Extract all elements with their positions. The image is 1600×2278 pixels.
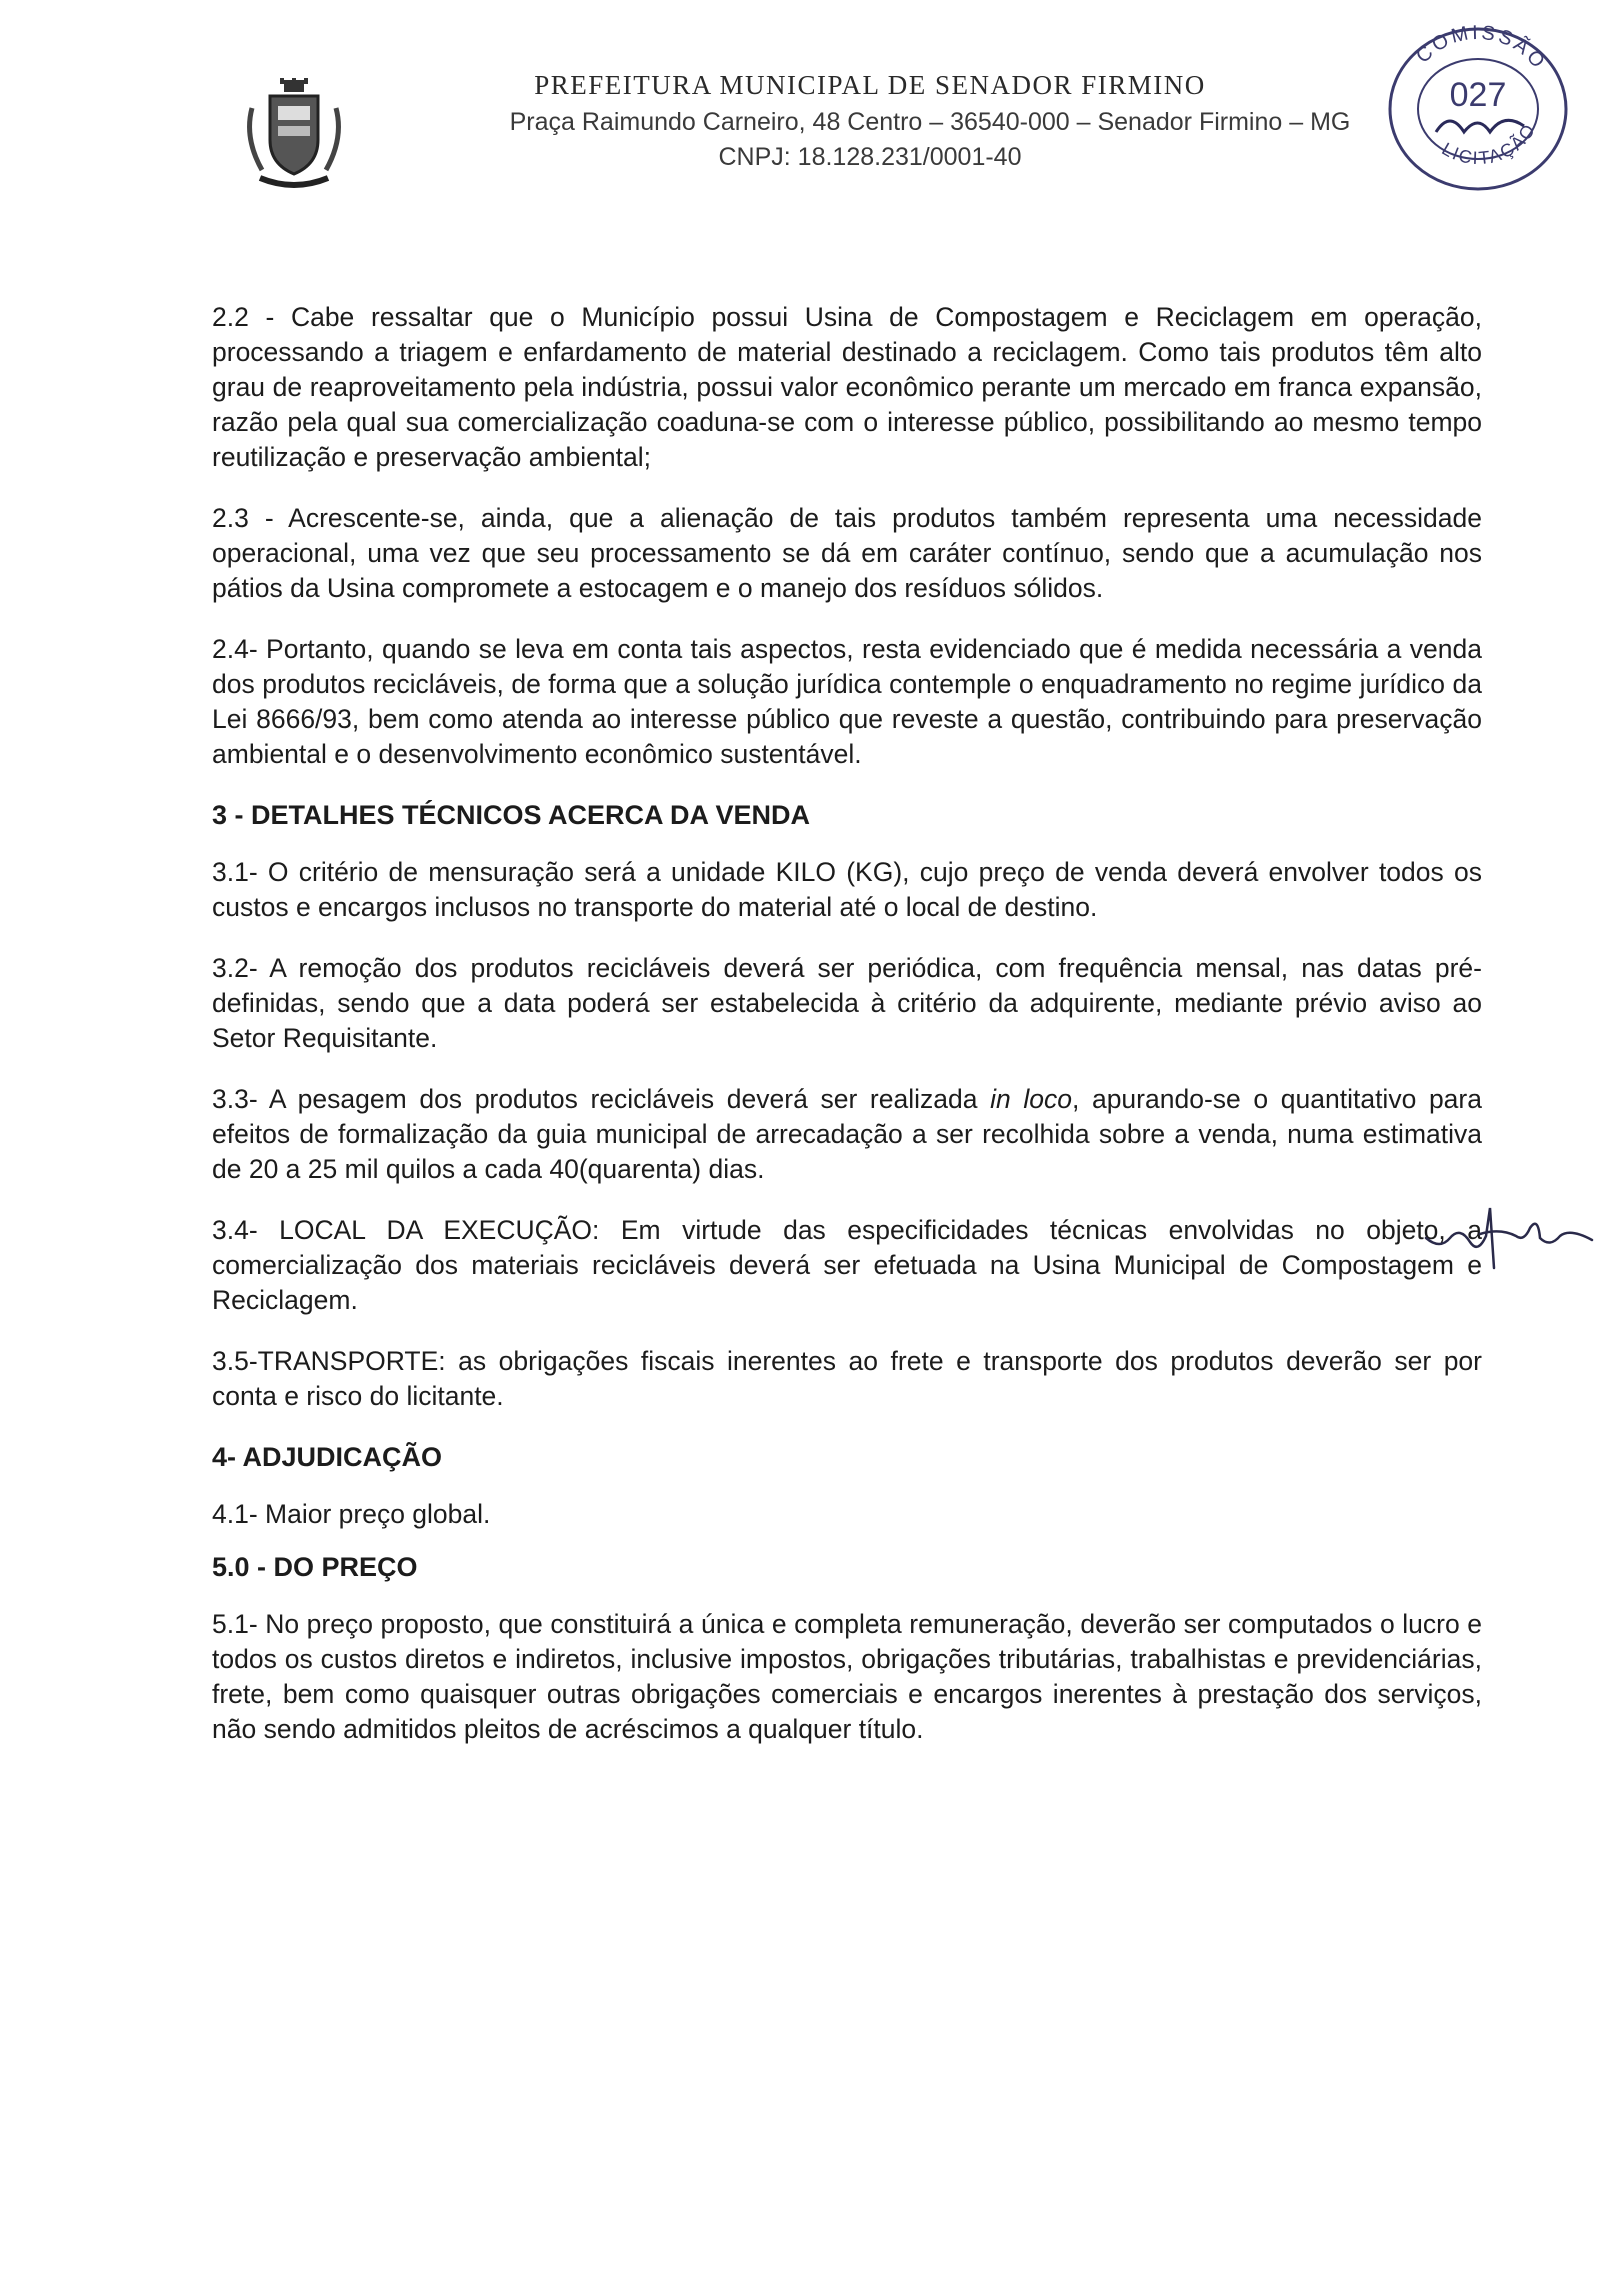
paragraph-2-2: 2.2 - Cabe ressaltar que o Município possui Usina de Compostagem e Reciclagem em operação, processando a triagem e enfardamento de material destinado a reciclagem. Como tais produtos têm alto grau de reaproveitamento pela indústria, possui valor econômico perante um mercado em franca expansão, razão pela qual sua comercialização coaduna-se com o interesse público, possibilitando ao mesmo tempo reutilização e preservação ambiental; xyxy=(212,302,1482,472)
commission-stamp xyxy=(1378,14,1578,194)
paragraph-2-3: 2.3 - Acrescente-se, ainda, que a alienação de tais produtos também representa uma necessidade operacional, uma vez que seu processamento se dá em caráter contínuo, sendo que a acumulação nos pátios da Usina compromete a estocagem e o manejo dos resíduos sólidos. xyxy=(212,503,1482,603)
paragraph-3-3-italic: in loco xyxy=(990,1084,1072,1114)
paragraph-3-4: 3.4- LOCAL DA EXECUÇÃO: Em virtude das especificidades técnicas envolvidas no objeto, a comercialização dos materiais recicláveis deverá ser efetuada na Usina Municipal de Compostagem e Reciclagem. xyxy=(212,1215,1482,1315)
org-cnpj: CNPJ: 18.128.231/0001-40 xyxy=(718,143,1022,171)
paragraph-3-3-start: 3.3- A pesagem dos produtos recicláveis deverá ser realizada xyxy=(212,1084,991,1114)
section-4-heading: 4- ADJUDICAÇÃO xyxy=(212,1442,443,1472)
initials-signature xyxy=(1420,1198,1600,1278)
stamp-bottom-text: LICITAÇÃO xyxy=(1438,119,1540,169)
letterhead xyxy=(0,0,1600,230)
org-name: PREFEITURA MUNICIPAL DE SENADOR FIRMINO xyxy=(534,70,1206,100)
paragraph-2-4: 2.4- Portanto, quando se leva em conta tais aspectos, resta evidenciado que é medida necessária a venda dos produtos recicláveis, de forma que a solução jurídica contemple o enquadramento no regime jurídico da Lei 8666/93, bem como atenda ao interesse público que reveste a questão, contribuindo para preservação ambiental e o desenvolvimento econômico sustentável. xyxy=(212,634,1482,769)
paragraph-5-1: 5.1- No preço proposto, que constituirá a única e completa remuneração, deverão ser computados o lucro e todos os custos diretos e indiretos, inclusive impostos, obrigações tributárias, trabalhistas e previdenciárias, frete, bem como quaisquer outras obrigações comerciais e encargos inerentes à prestação dos serviços, não sendo admitidos pleitos de acréscimos a qualquer título. xyxy=(212,1609,1482,1744)
org-address: Praça Raimundo Carneiro, 48 Centro – 36540-000 – Senador Firmino – MG xyxy=(509,108,1351,136)
document-body xyxy=(212,300,1482,1773)
section-3-heading: 3 - DETALHES TÉCNICOS ACERCA DA VENDA xyxy=(212,800,811,830)
coat-of-arms-icon xyxy=(240,78,348,198)
paragraph-3-2: 3.2- A remoção dos produtos recicláveis deverá ser periódica, com frequência mensal, nas datas pré-definidas, sendo que a data poderá ser estabelecida à critério da adquirente, mediante prévio aviso ao Setor Requisitante. xyxy=(212,953,1482,1053)
svg-text:LICITAÇÃO xyxy=(1439,119,1540,168)
stamp-top-text: COMISSÃO xyxy=(1412,21,1551,75)
paragraph-4-1: 4.1- Maior preço global. xyxy=(212,1499,491,1529)
paragraph-3-1: 3.1- O critério de mensuração será a unidade KILO (KG), cujo preço de venda deverá envolver todos os custos e encargos inclusos no transporte do material até o local de destino. xyxy=(212,857,1482,922)
paragraph-3-5: 3.5-TRANSPORTE: as obrigações fiscais inerentes ao frete e transporte dos produtos deverão ser por conta e risco do licitante. xyxy=(212,1346,1482,1411)
paragraph-3-3 xyxy=(212,1082,1482,1187)
section-5-heading: 5.0 - DO PREÇO xyxy=(212,1552,418,1582)
stamp-number: 027 xyxy=(1449,76,1507,114)
paragraph-3-3-end: , apurando-se o quantitativo para efeitos de formalização da guia municipal de arrecadação a ser recolhida sobre a venda, numa estimativa de 20 a 25 mil quilos a cada 40(quarenta) dias. xyxy=(212,1084,1482,1184)
